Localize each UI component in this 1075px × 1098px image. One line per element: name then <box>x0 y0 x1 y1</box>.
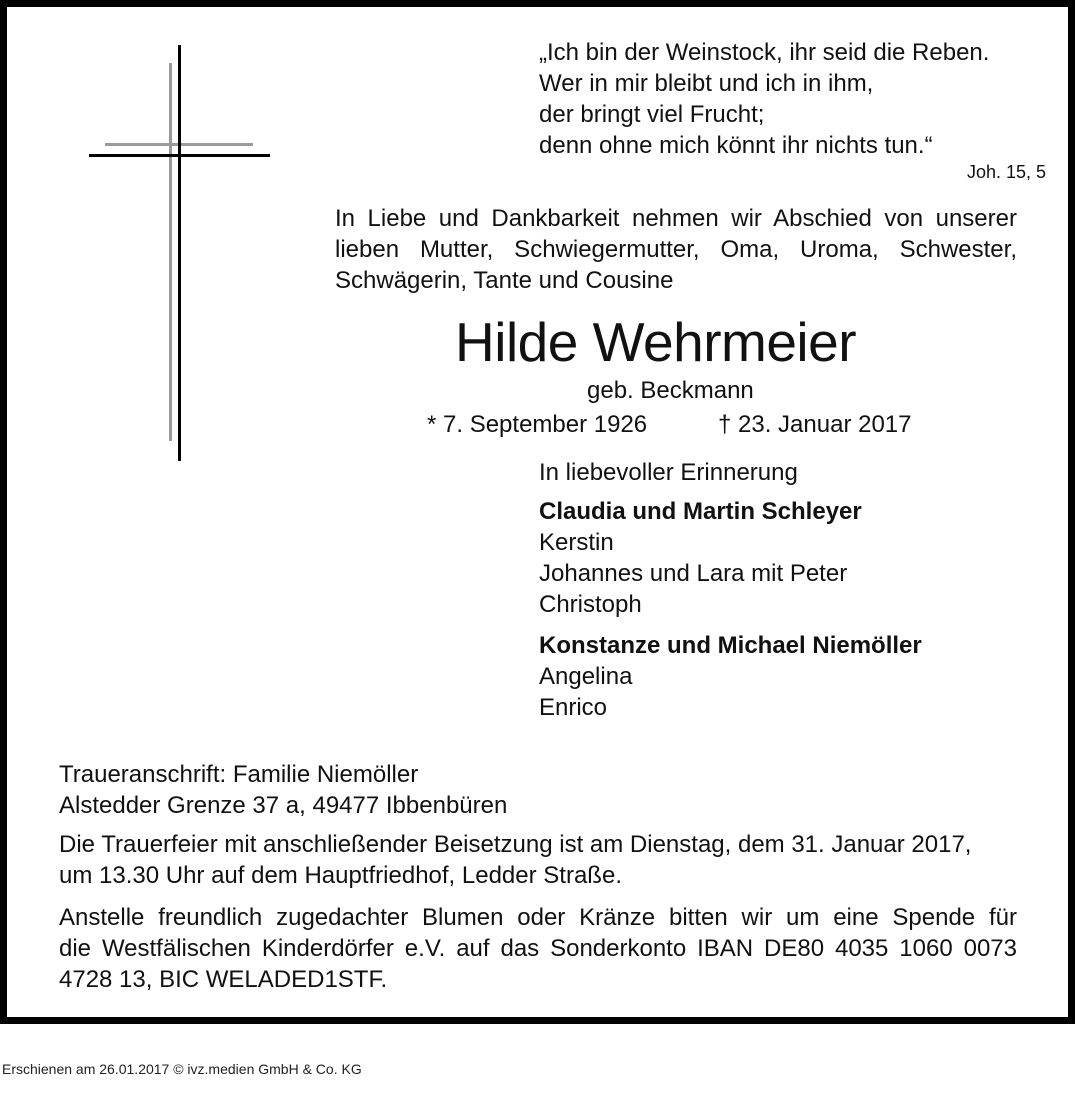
quote-line: Wer in mir bleibt und ich in ihm, <box>539 70 874 97</box>
intro-text <box>335 203 1017 296</box>
family-member: Kerstin <box>539 529 614 556</box>
ceremony-line: um 13.30 Uhr auf dem Hauptfriedhof, Ledder Straße. <box>59 862 622 889</box>
ceremony-line: Die Trauerfeier mit anschließender Beisetzung ist am Dienstag, dem 31. Januar 2017, <box>59 831 972 858</box>
quote-reference: Joh. 15, 5 <box>966 162 1046 182</box>
family-member: Angelina <box>539 663 633 690</box>
maiden-name: geb. Beckmann <box>587 377 754 404</box>
donation-line: Anstelle freundlich zugedachter Blumen oder Kränze bitten wir um eine Spende für <box>59 904 1017 931</box>
publication-footer: Erschienen am 26.01.2017 © ivz.medien GmbH & Co. KG <box>2 1061 362 1077</box>
death-date: † 23. Januar 2017 <box>718 411 912 438</box>
mourners <box>539 457 922 723</box>
quote-line: der bringt viel Frucht; <box>539 101 765 128</box>
family-member: Enrico <box>539 694 608 721</box>
mourning-address <box>59 759 507 821</box>
intro-line: Schwägerin, Tante und Cousine <box>335 267 674 294</box>
address-line: Traueranschrift: Familie Niemöller <box>59 761 419 788</box>
quote-line: denn ohne mich könnt ihr nichts tun.“ <box>539 132 933 159</box>
deceased-name: Hilde Wehrmeier <box>455 311 857 373</box>
family-name: Konstanze und Michael Niemöller <box>539 632 922 659</box>
mourners-heading: In liebevoller Erinnerung <box>539 459 798 486</box>
family-member: Christoph <box>539 591 642 618</box>
bible-quote <box>539 37 989 161</box>
birth-date: * 7. September 1926 <box>427 411 648 438</box>
family-name: Claudia und Martin Schleyer <box>539 498 862 525</box>
quote-line: „Ich bin der Weinstock, ihr seid die Reben. <box>539 39 990 66</box>
donation-info <box>59 902 1017 995</box>
family-member: Johannes und Lara mit Peter <box>539 560 848 587</box>
intro-line: In Liebe und Dankbarkeit nehmen wir Abschied von unserer <box>335 205 1017 232</box>
cross-icon <box>87 45 272 461</box>
ceremony-info <box>59 829 971 891</box>
address-line: Alstedder Grenze 37 a, 49477 Ibbenbüren <box>59 792 508 819</box>
intro-line: lieben Mutter, Schwiegermutter, Oma, Uroma, Schwester, <box>335 236 1017 263</box>
donation-line: 4728 13, BIC WELADED1STF. <box>59 966 388 993</box>
donation-line: die Westfälischen Kinderdörfer e.V. auf das Sonderkonto IBAN DE80 4035 1060 0073 <box>59 935 1017 962</box>
